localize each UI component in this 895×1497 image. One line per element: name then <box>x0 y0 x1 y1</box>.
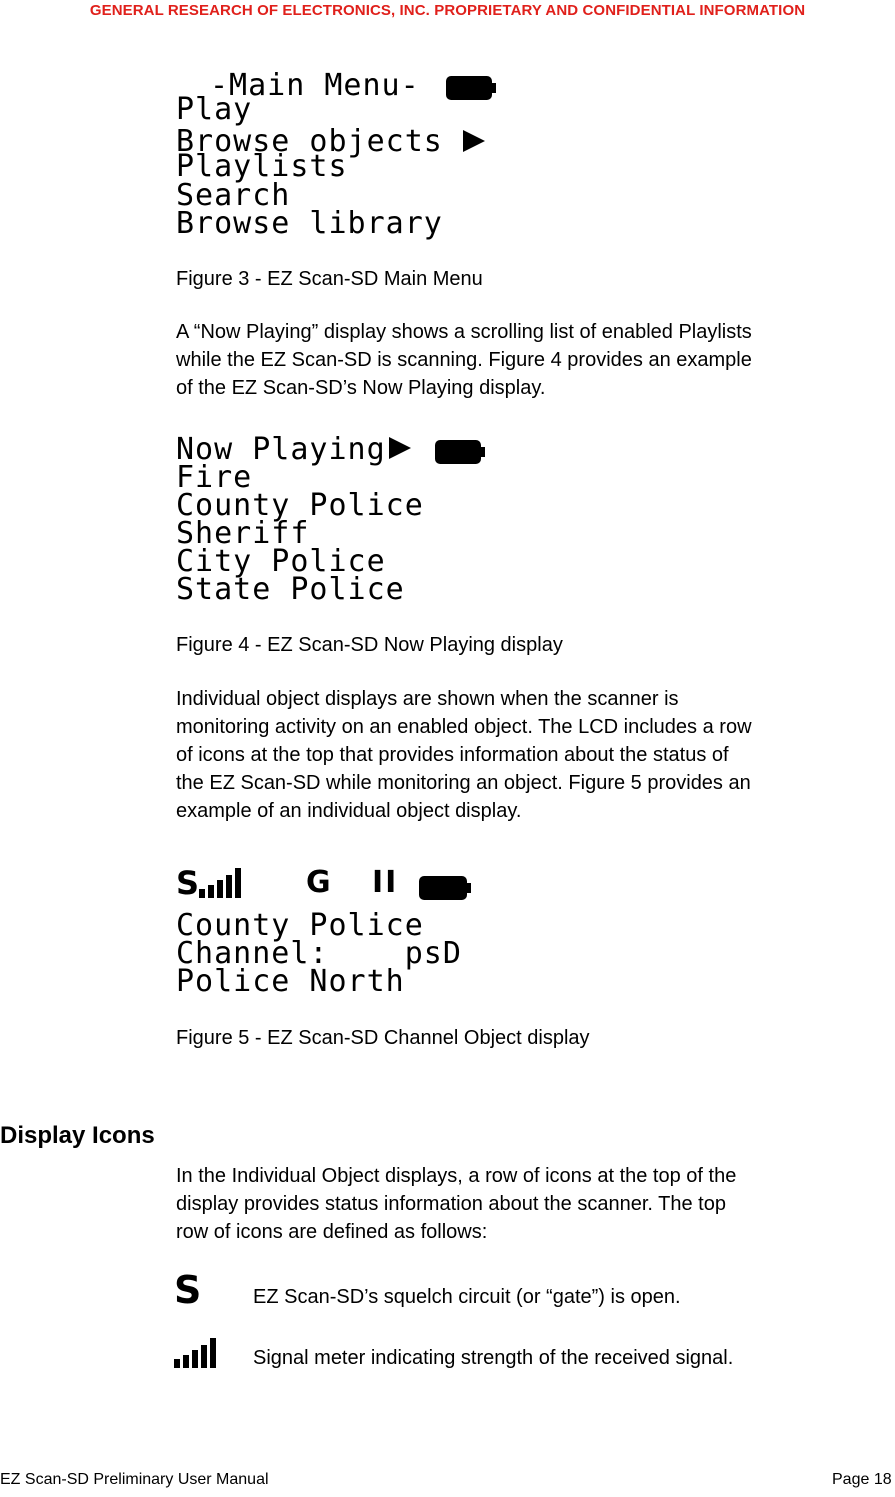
figure-3-caption: Figure 3 - EZ Scan-SD Main Menu <box>176 268 483 290</box>
figure-4-caption: Figure 4 - EZ Scan-SD Now Playing display <box>176 634 563 656</box>
paragraph-line: of the EZ Scan-SD’s Now Playing display. <box>176 377 546 399</box>
lcd-menu-item-play: Play <box>176 92 253 127</box>
paragraph-line: while the EZ Scan-SD is scanning. Figure 4 provides an example <box>176 349 752 371</box>
gate-g-icon: G <box>306 865 331 900</box>
play-arrow-icon <box>463 130 485 152</box>
pause-icon: II <box>372 865 399 900</box>
lcd-menu-item-browse-library: Browse library <box>176 206 443 241</box>
lcd-playlist-item: Sheriff <box>176 516 310 551</box>
lcd-playlist-item: City Police <box>176 544 386 579</box>
paragraph-individual-object <box>176 685 752 825</box>
lcd-object-line: Channel: psD <box>176 936 462 971</box>
squelch-s-icon: S <box>176 864 200 902</box>
section-heading-display-icons: Display Icons <box>0 1122 155 1149</box>
section-intro-paragraph <box>176 1162 736 1246</box>
lcd-playlist-item: County Police <box>176 488 424 523</box>
lcd-menu-item-playlists: Playlists <box>176 149 348 184</box>
paragraph-line: In the Individual Object displays, a row of icons at the top of the <box>176 1165 737 1187</box>
confidentiality-header: GENERAL RESEARCH OF ELECTRONICS, INC. PROPRIETARY AND CONFIDENTIAL INFORMATION <box>89 2 806 19</box>
lcd-menu-title: -Main Menu- <box>210 68 420 103</box>
squelch-icon-description: EZ Scan-SD’s squelch circuit (or “gate”) is open. <box>253 1286 681 1308</box>
signal-meter-icon <box>174 1336 216 1368</box>
lcd-menu-item-search: Search <box>176 178 291 213</box>
paragraph-line: A “Now Playing” display shows a scrolling list of enabled Playlists <box>176 321 752 343</box>
lcd-object-line: County Police <box>176 908 424 943</box>
lcd-now-playing-title: Now Playing <box>176 432 386 467</box>
figure-5-caption: Figure 5 - EZ Scan-SD Channel Object display <box>176 1027 590 1049</box>
play-arrow-icon <box>389 437 411 459</box>
squelch-s-icon: S <box>174 1268 202 1312</box>
lcd-playlist-item: State Police <box>176 572 405 607</box>
footer-page-number: Page 18 <box>832 1471 892 1488</box>
footer-manual-title: EZ Scan-SD Preliminary User Manual <box>0 1471 269 1488</box>
paragraph-line: of icons at the top that provides information about the status of <box>176 744 729 766</box>
signal-meter-description: Signal meter indicating strength of the received signal. <box>253 1347 734 1369</box>
lcd-object-line: Police North <box>176 964 405 999</box>
paragraph-line: row of icons are defined as follows: <box>176 1221 488 1243</box>
paragraph-line: monitoring activity on an enabled object. The LCD includes a row <box>176 716 752 738</box>
paragraph-line: the EZ Scan-SD while monitoring an object. Figure 5 provides an <box>176 772 751 794</box>
paragraph-now-playing <box>176 318 752 402</box>
paragraph-line: Individual object displays are shown when the scanner is <box>176 688 679 710</box>
lcd-playlist-item: Fire <box>176 460 253 495</box>
lcd-menu-item-browse-objects: Browse objects <box>176 124 443 159</box>
paragraph-line: example of an individual object display. <box>176 800 522 822</box>
signal-meter-icon <box>199 866 241 898</box>
paragraph-line: display provides status information about the scanner. The top <box>176 1193 726 1215</box>
